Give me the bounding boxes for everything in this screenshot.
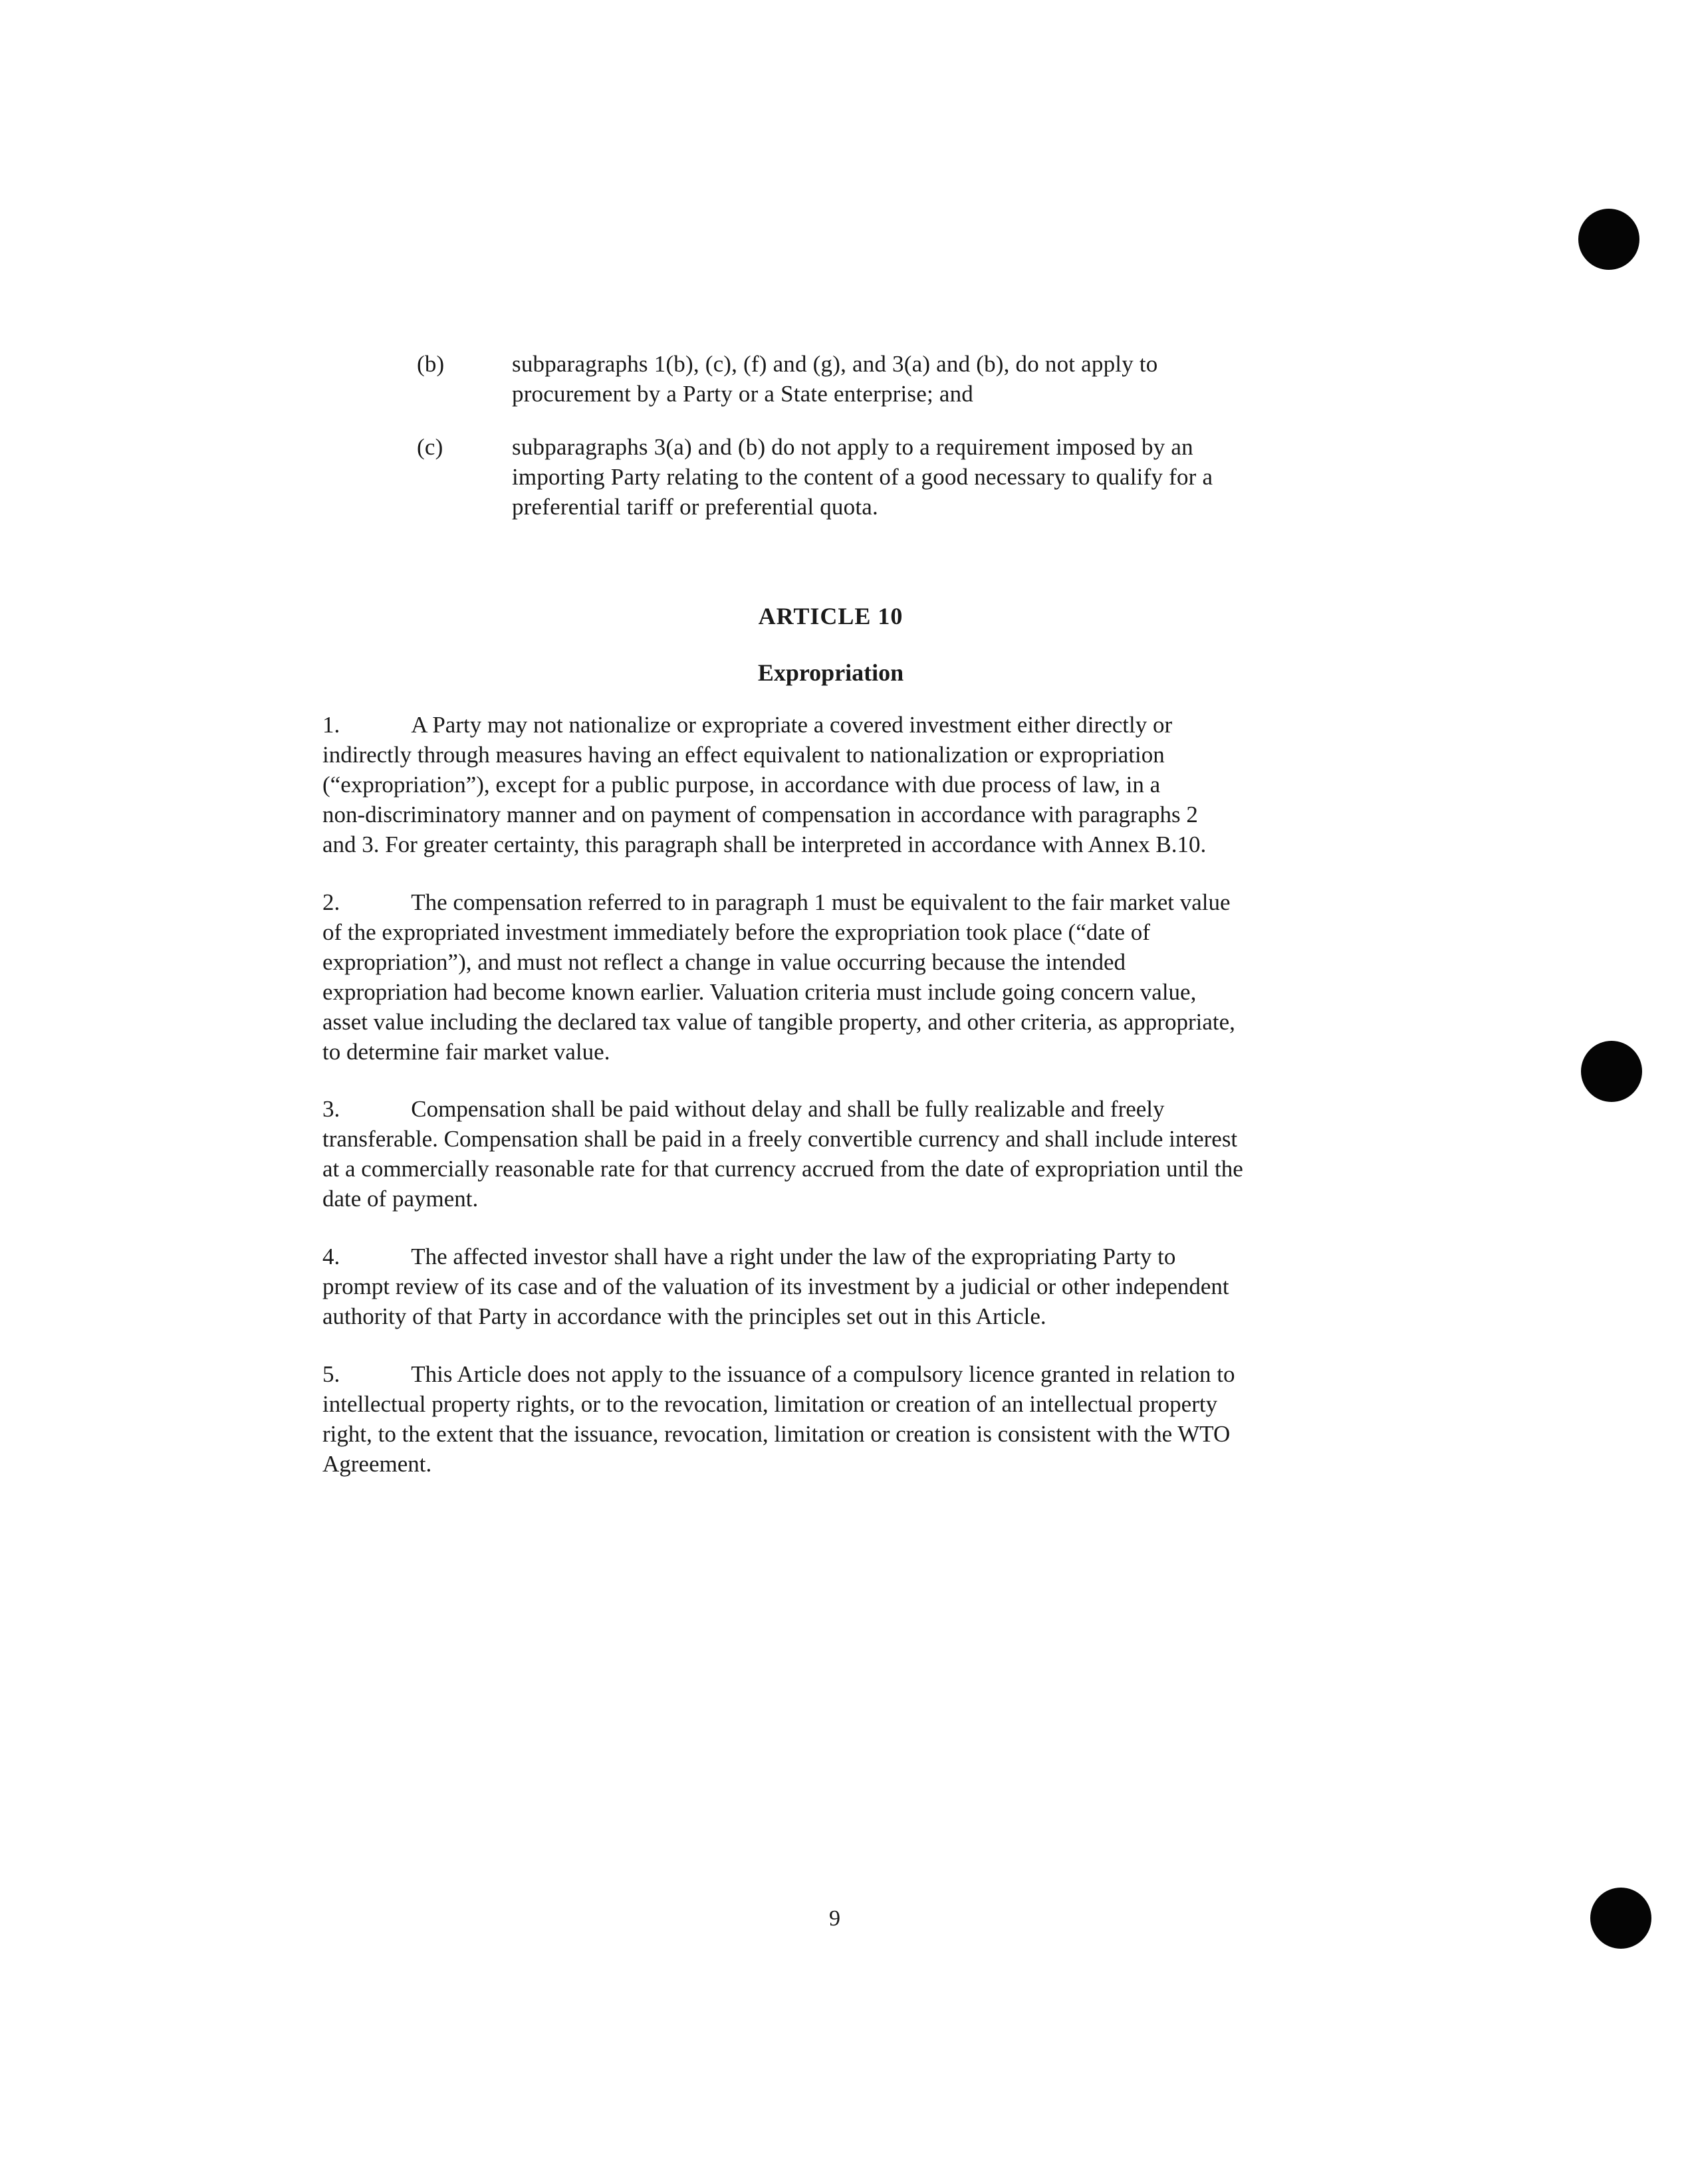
paragraph-first-line: The compensation referred to in paragraph 1 must be equivalent to the fair market value bbox=[411, 889, 1231, 915]
paragraph-first-line: Compensation shall be paid without delay and shall be fully realizable and freely bbox=[411, 1096, 1165, 1122]
paragraph-5 bbox=[322, 1359, 1360, 1479]
paragraph-1 bbox=[322, 710, 1360, 859]
paragraph-number: 3. bbox=[322, 1096, 340, 1122]
paragraph-first-line: This Article does not apply to the issuance of a compulsory licence granted in relation to bbox=[411, 1361, 1235, 1387]
paragraph-first-line: The affected investor shall have a right under the law of the expropriating Party to bbox=[411, 1244, 1176, 1269]
paragraph-number: 4. bbox=[322, 1244, 340, 1269]
subparagraph-marker: (b) bbox=[417, 351, 445, 377]
punch-hole-top bbox=[1578, 209, 1639, 270]
paragraph-first-line: A Party may not nationalize or expropriate a covered investment either directly or bbox=[411, 712, 1173, 738]
subparagraph-text: subparagraphs 3(a) and (b) do not apply to a requirement imposed by an importing Party relating to the content of a good necessary to qualify for a preferential tariff or preferential quota. bbox=[512, 434, 1213, 520]
subparagraph-marker: (c) bbox=[417, 434, 443, 460]
paragraph-body: of the expropriated investment immediately before the expropriation took place (“date of expropriation”), and must not reflect a change in value occurring because the intended expropriation had become known earlier. Valuation criteria must include going concern value, asset value including the declared tax value of tangible property, and other criteria, as appropriate, to determine fair market value. bbox=[322, 919, 1235, 1065]
paragraph-body: intellectual property rights, or to the revocation, limitation or creation of an intellectual property right, to the extent that the issuance, revocation, limitation or creation is consistent with the WTO Agreement. bbox=[322, 1391, 1231, 1477]
page-number-text: 9 bbox=[829, 1906, 840, 1931]
paragraph-body: prompt review of its case and of the valuation of its investment by a judicial or other independent authority of that Party in accordance with the principles set out in this Article. bbox=[322, 1273, 1229, 1329]
punch-hole-middle bbox=[1581, 1041, 1642, 1102]
paragraph-body: indirectly through measures having an effect equivalent to nationalization or expropriation (“expropriation”), except for a public purpose, in accordance with due process of law, in a non-discriminatory manner and on payment of compensation in accordance with paragraphs 2 and 3. For greater certainty, this paragraph shall be interpreted in accordance with Annex B.10. bbox=[322, 742, 1207, 857]
article-number: ARTICLE 10 bbox=[758, 603, 904, 629]
paragraph-number: 1. bbox=[322, 712, 340, 738]
paragraph-number: 2. bbox=[322, 889, 340, 915]
article-title: Expropriation bbox=[757, 659, 904, 686]
subparagraph-text: subparagraphs 1(b), (c), (f) and (g), and 3(a) and (b), do not apply to procurement by a Party or a State enterprise; and bbox=[512, 351, 1158, 407]
page-number bbox=[0, 1904, 1688, 1933]
paragraph-number: 5. bbox=[322, 1361, 340, 1387]
paragraph-body: transferable. Compensation shall be paid in a freely convertible currency and shall include interest at a commercially reasonable rate for that currency accrued from the date of expropriation until the date of payment. bbox=[322, 1126, 1243, 1212]
paragraph-3 bbox=[322, 1094, 1360, 1214]
paragraph-4 bbox=[322, 1242, 1360, 1331]
paragraph-2 bbox=[322, 887, 1360, 1067]
